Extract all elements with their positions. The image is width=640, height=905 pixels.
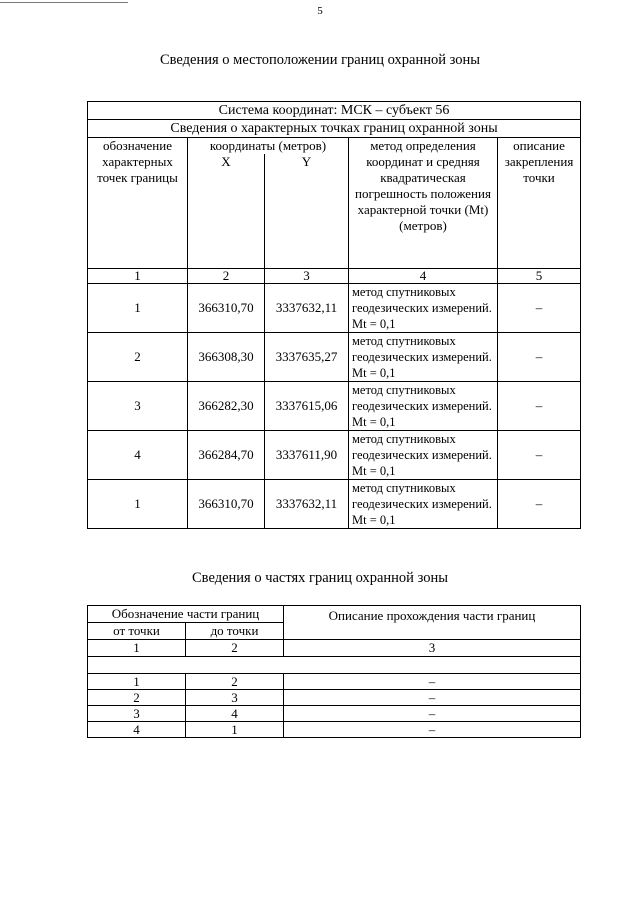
from-cell: 2 [88,690,186,706]
desc-cell: – [498,480,581,529]
desc-cell: – [284,674,581,690]
point-cell: 1 [88,284,188,333]
table-row [88,284,581,333]
table-row [88,333,581,382]
x-cell: 366308,30 [188,333,265,382]
blank-row [88,657,581,674]
table-subtitle-row [88,120,581,138]
section-heading-boundary-parts: Сведения о частях границ охранной зоны [192,570,448,586]
column-number: 1 [88,640,186,657]
header-part-designation: Обозначение части границ [88,606,284,623]
characteristic-points-table [87,101,581,529]
table-row [88,706,581,722]
table-row [88,382,581,431]
method-cell: метод спутниковых геодезических измерений. Mt = 0,1 [349,431,498,480]
column-number: 3 [284,640,581,657]
y-cell: 3337632,11 [265,284,349,333]
desc-cell: – [498,333,581,382]
from-cell: 1 [88,674,186,690]
x-cell: 366282,30 [188,382,265,431]
header-method: метод определения координат и средняя квадратическая погрешность положения характерной точки (Mt) (метров) [349,138,498,269]
desc-cell: – [284,706,581,722]
point-cell: 3 [88,382,188,431]
column-number: 4 [349,269,498,284]
desc-cell: – [498,431,581,480]
coordinate-system-row [88,102,581,120]
from-cell: 3 [88,706,186,722]
desc-cell: – [498,284,581,333]
method-cell: метод спутниковых геодезических измерений. Mt = 0,1 [349,382,498,431]
table-row [88,480,581,529]
section-heading-boundary-location: Сведения о местоположении границ охранной зоны [159,52,480,68]
table-subtitle-cell: Сведения о характерных точках границ охранной зоны [88,120,581,138]
column-number: 2 [186,640,284,657]
boundary-parts-table [87,605,581,738]
column-number-row [88,269,581,284]
table-row [88,722,581,738]
coordinate-system-cell: Система координат: МСК – субъект 56 [88,102,581,120]
method-cell: метод спутниковых геодезических измерений. Mt = 0,1 [349,480,498,529]
header-coordinates: координаты (метров) [188,138,349,155]
header-point-designation: обозначение характерных точек границы [88,138,188,269]
x-cell: 366284,70 [188,431,265,480]
y-cell: 3337611,90 [265,431,349,480]
point-cell: 1 [88,480,188,529]
table-header-row [88,138,581,155]
to-cell: 1 [186,722,284,738]
method-cell: метод спутниковых геодезических измерений. Mt = 0,1 [349,284,498,333]
scan-edge-line [0,2,128,3]
header-part-description: Описание прохождения части границ [284,606,581,640]
table-row [88,674,581,690]
header-from-point: от точки [88,623,186,640]
header-y: Y [265,154,349,269]
method-cell: метод спутниковых геодезических измерений. Mt = 0,1 [349,333,498,382]
column-number-row [88,640,581,657]
blank-cell [88,657,581,674]
y-cell: 3337635,27 [265,333,349,382]
page-number: 5 [317,5,323,17]
column-number: 5 [498,269,581,284]
column-number: 2 [188,269,265,284]
to-cell: 2 [186,674,284,690]
column-number: 3 [265,269,349,284]
column-number: 1 [88,269,188,284]
from-cell: 4 [88,722,186,738]
header-fixing-description: описание закрепления точки [498,138,581,269]
y-cell: 3337615,06 [265,382,349,431]
x-cell: 366310,70 [188,284,265,333]
point-cell: 4 [88,431,188,480]
x-cell: 366310,70 [188,480,265,529]
point-cell: 2 [88,333,188,382]
to-cell: 3 [186,690,284,706]
table-row [88,431,581,480]
desc-cell: – [498,382,581,431]
header-to-point: до точки [186,623,284,640]
y-cell: 3337632,11 [265,480,349,529]
desc-cell: – [284,690,581,706]
table-header-row [88,606,581,623]
table-row [88,690,581,706]
header-x: X [188,154,265,269]
to-cell: 4 [186,706,284,722]
desc-cell: – [284,722,581,738]
